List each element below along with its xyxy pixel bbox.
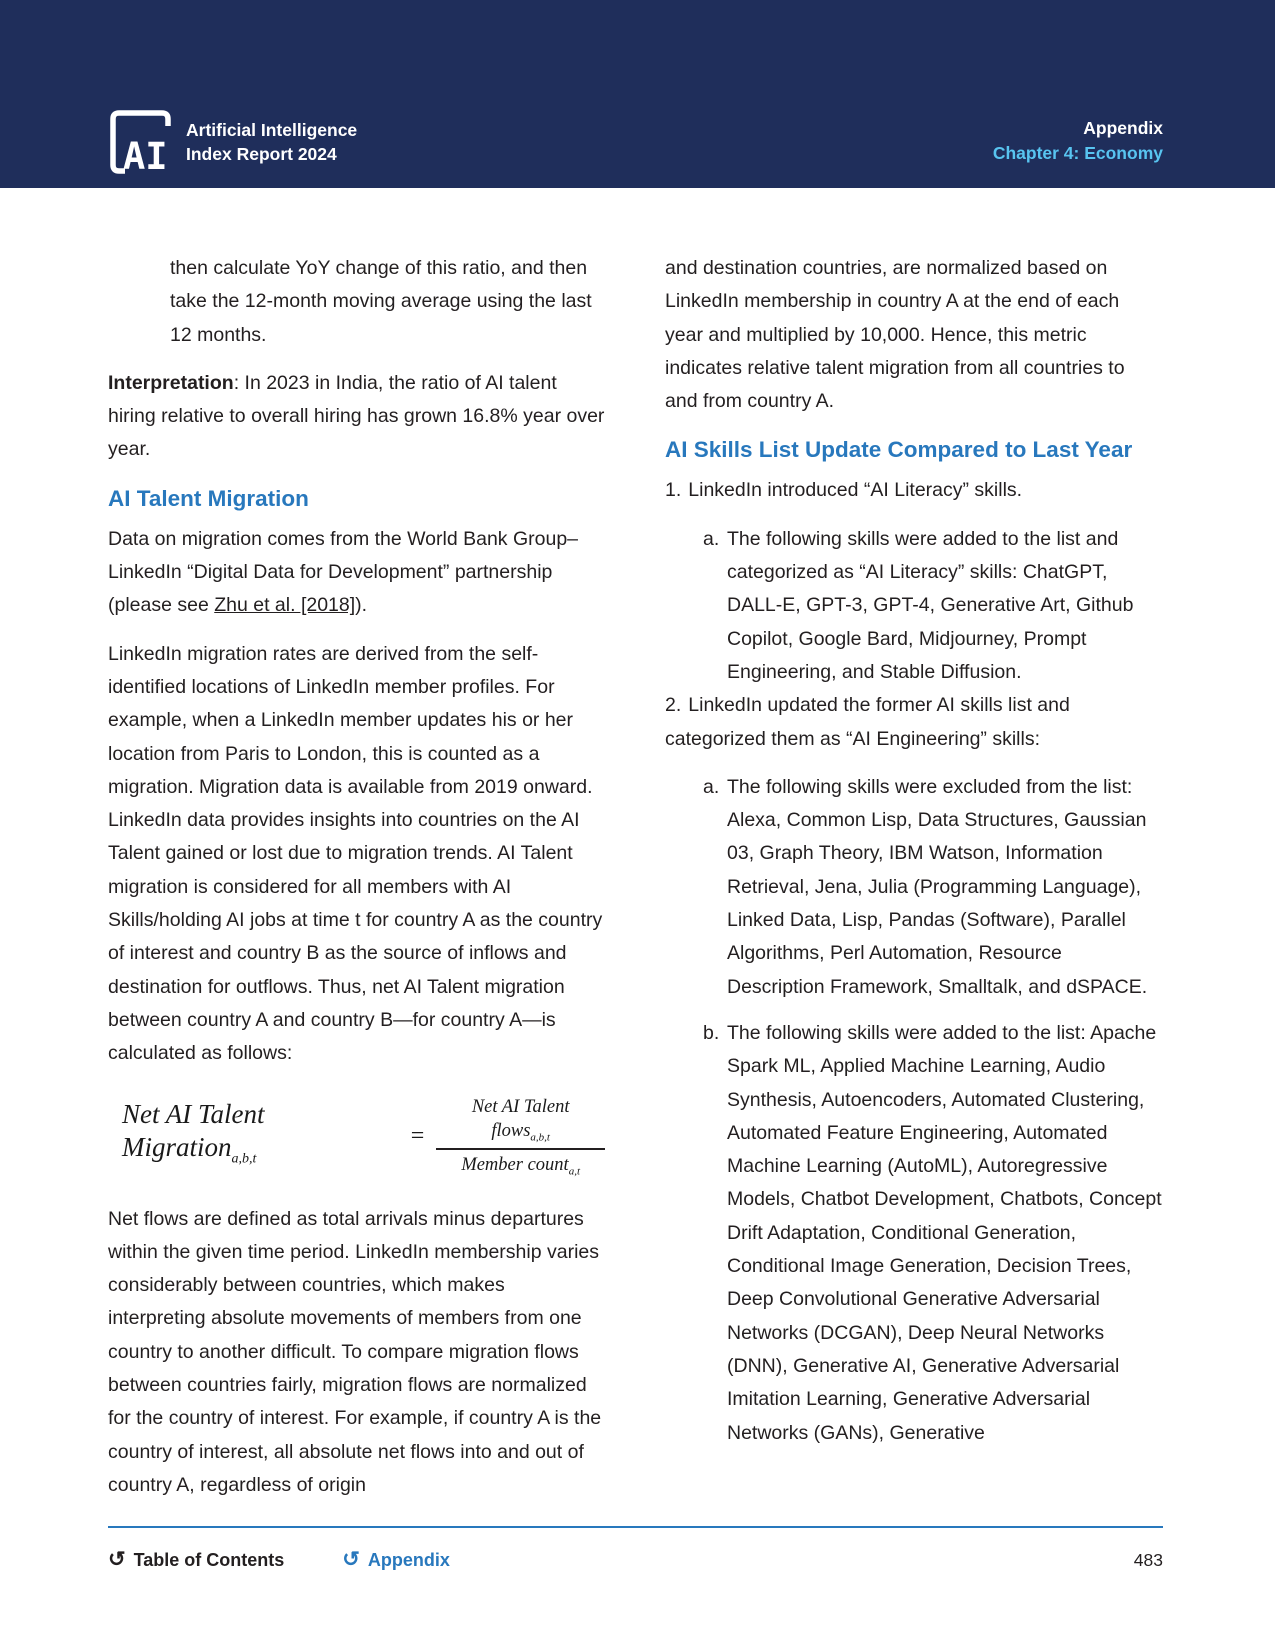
logo-title-line2: Index Report 2024 — [186, 144, 337, 164]
zhu-et-al-2018-link[interactable]: Zhu et al. [2018] — [214, 594, 356, 617]
formula-denominator-main: Member count — [461, 1154, 569, 1175]
item-1-marker: 1. — [665, 479, 682, 502]
footer-divider — [108, 1526, 1163, 1528]
formula-lhs — [122, 1098, 399, 1176]
heading-ai-talent-migration: AI Talent Migration — [108, 485, 309, 511]
formula-denominator-subscript: a,t — [568, 1165, 580, 1178]
header-chapter-label: Chapter 4: Economy — [992, 143, 1163, 163]
migration-source-paragraph — [108, 523, 605, 623]
item-1a — [703, 523, 1162, 689]
item-2b — [703, 1017, 1162, 1450]
item-2-text: LinkedIn updated the former AI skills list and categorized them as “AI Engineering” skills: — [665, 694, 1070, 750]
logo-title — [186, 118, 357, 166]
page-header — [0, 0, 1275, 188]
logo-title-line1: Artificial Intelligence — [186, 120, 358, 140]
normalization-paragraph: and destination countries, are normalized based on LinkedIn membership in country A at the end of each year and multiplied by 10,000. Hence, this metric indicates relative talent migration from all countries to and from country A. — [665, 257, 1125, 413]
footer-toc-label: Table of Contents — [133, 1550, 285, 1570]
footer-appendix-link[interactable] — [342, 1550, 450, 1571]
net-ai-talent-migration-formula — [122, 1095, 605, 1179]
ai-index-logo-icon — [108, 108, 172, 176]
formula-numerator — [436, 1095, 605, 1150]
heading-ai-skills-list-update: AI Skills List Update Compared to Last Year — [665, 437, 1133, 463]
numbered-item-2 — [665, 689, 1162, 756]
interpretation-text: : In 2023 in India, the ratio of AI talent hiring relative to overall hiring has grown 16.8% year over year. — [108, 371, 605, 461]
left-column — [108, 252, 605, 1517]
net-flows-paragraph: Net flows are defined as total arrivals minus departures within the given time period. LinkedIn membership varies considerably between countries, which makes interpreting absolute movements of members from one country to another difficult. To compare migration flows between countries fairly, migration flows are normalized for the country of interest. For example, if country A is the country of interest, all absolute net flows into and out of country A, regardless of origin — [108, 1207, 602, 1496]
page-footer — [108, 1550, 1163, 1571]
interpretation-paragraph — [108, 367, 605, 467]
ai-index-logo — [108, 108, 357, 176]
item-2-marker: 2. — [665, 694, 682, 717]
formula-lhs-main: Net AI Talent Migration — [122, 1098, 265, 1162]
item-2a-marker: a. — [703, 775, 720, 798]
numbered-item-1 — [665, 474, 1162, 507]
return-arrow-icon: ↺ — [108, 1548, 126, 1571]
item-1a-marker: a. — [703, 527, 720, 550]
header-section-label: Appendix — [1083, 118, 1163, 138]
formula-denominator — [436, 1150, 605, 1179]
source-paragraph-post: ). — [355, 594, 368, 617]
migration-rates-paragraph: LinkedIn migration rates are derived from the self-identified locations of LinkedIn member profiles. For example, when a LinkedIn member updates his or her location from Paris to London, this is counted as a migration. Migration data is available from 2019 onward. LinkedIn data provides insights into countries on the AI Talent gained or lost due to migration trends. AI Talent migration is considered for all members with AI Skills/holding AI jobs at time t for country A as the country of interest and country B as the source of inflows and destination for outflows. Thus, net AI Talent migration between country A and country B—for country A—is calculated as follows: — [108, 642, 603, 1065]
source-paragraph-pre: Data on migration comes from the World Bank Group–LinkedIn “Digital Data for Development” partnership (please see — [108, 527, 579, 617]
return-arrow-icon: ↺ — [342, 1548, 360, 1571]
page-number: 483 — [1133, 1550, 1163, 1570]
continued-list-paragraph: then calculate YoY change of this ratio, and then take the 12-month moving average using the last 12 months. — [170, 257, 592, 346]
formula-lhs-subscript: a,b,t — [231, 1151, 257, 1167]
formula-numerator-subscript: a,b,t — [530, 1131, 550, 1144]
item-2a-text: The following skills were excluded from the list: Alexa, Common Lisp, Data Structures, Gaussian 03, Graph Theory, IBM Watson, Information Retrieval, Jena, Julia (Programming Language), Linked Data, Lisp, Pandas (Software), Parallel Algorithms, Perl Automation, Resource Description Framework, Smalltalk, and dSPACE. — [727, 775, 1148, 998]
footer-table-of-contents-link[interactable] — [108, 1550, 284, 1571]
formula-fraction — [436, 1095, 605, 1179]
item-1-text: LinkedIn introduced “AI Literacy” skills. — [688, 479, 1023, 502]
item-2b-marker: b. — [703, 1021, 720, 1044]
formula-numerator-main: Net AI Talent flows — [471, 1096, 570, 1141]
header-breadcrumb — [993, 116, 1163, 166]
logo-monogram: AI — [123, 135, 168, 176]
item-1a-text: The following skills were added to the list and categorized as “AI Literacy” skills: ChatGPT, DALL-E, GPT-3, GPT-4, Generative Art, Github Copilot, Google Bard, Midjourney, Prompt Engineering, and Stable Diffusion. — [727, 527, 1134, 683]
interpretation-label: Interpretation — [108, 371, 234, 394]
right-column — [665, 252, 1162, 1450]
item-2a — [703, 771, 1162, 1004]
footer-appendix-label: Appendix — [367, 1550, 450, 1570]
item-2b-text: The following skills were added to the list: Apache Spark ML, Applied Machine Learning, Audio Synthesis, Autoencoders, Automated Clustering, Automated Feature Engineering, Automated Machine Learning (AutoML), Autoregressive Models, Chatbot Development, Chatbots, Concept Drift Adaptation, Conditional Generation, Conditional Image Generation, Decision Trees, Deep Convolutional Generative Adversarial Networks (DCGAN), Deep Neural Networks (DNN), Generative AI, Generative Adversarial Imitation Learning, Generative Adversarial Networks (GANs), Generative — [727, 1021, 1162, 1444]
formula-equals-sign: = — [410, 1122, 425, 1149]
